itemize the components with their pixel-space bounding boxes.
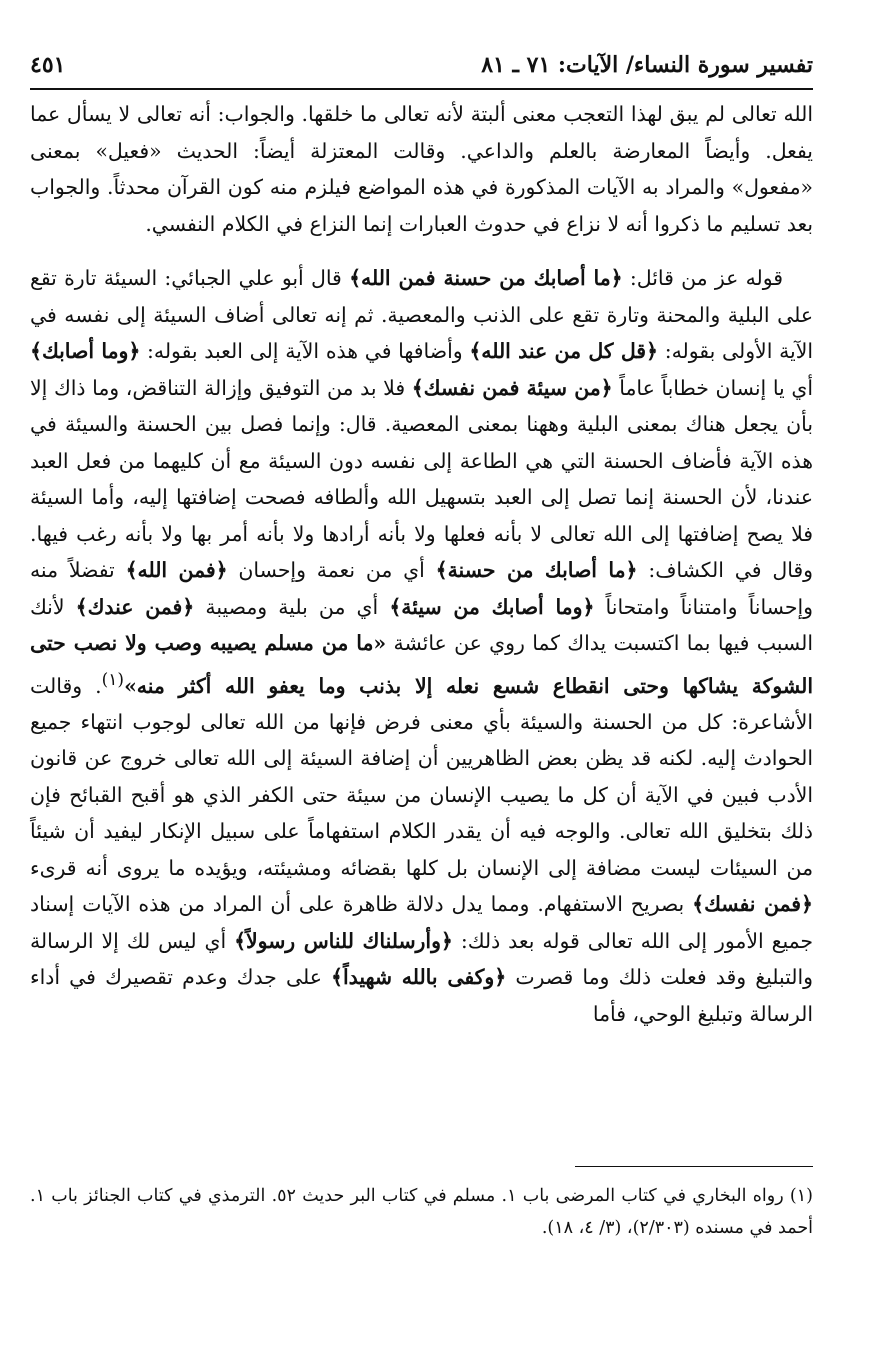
text-run: على جدك وعدم تقصيرك في أداء الرسالة وتبليغ الوحي، فأما [30,965,813,1026]
quran-quote: ﴿وأرسلناك للناس رسولاً﴾ [234,928,453,953]
quran-quote: ﴿من سيئة فمن نفسك﴾ [411,375,613,400]
text-run: تفضلاً منه وإحساناً وامتناناً وامتحاناً [30,558,813,619]
paragraph-1: الله تعالى لم يبق لهذا التعجب معنى ألبتة لأنه تعالى ما خلقها. والجواب: أنه تعالى لا يسأل عما يفعل. وأيضاً المعارضة بالعلم والداعي. وقالت المعتزلة أيضاً: الحديث «فعيل» بمعنى «مفعول» والمراد به الآيات المذكورة في هذه المواضع فيلزم منه كون القرآن محدثاً. والجواب بعد تسليم ما ذكروا أنه لا نزاع في حدوث العبارات إنما النزاع في الكلام النفسي. [30,102,813,236]
text-run: أي من بلية ومصيبة [194,594,390,619]
hadith-quote: «ما من مسلم يصيبه وصب ولا نصب حتى الشوكة يشاكها وحتى انقطاع شسع نعله إلا بذنب وما يعفو الله أكثر منه» [30,631,813,698]
paragraph-2 [30,260,813,1032]
text-run: بصريح الاستفهام. ومما يدل دلالة ظاهرة على أن المراد من هذه الآيات إسناد جميع الأمور إلى الله تعالى قوله بعد ذلك: [30,892,813,953]
quran-quote: ﴿وما أصابك من سيئة﴾ [389,594,595,619]
quran-quote: ﴿ما أصابك من حسنة﴾ [435,558,638,582]
quran-quote: ﴿فمن نفسك﴾ [692,892,814,917]
header-rule [30,88,813,90]
quran-quote: ﴿وما أصابك﴾ [30,339,141,363]
footnote-rule [575,1166,813,1167]
footnote: (١) رواه البخاري في كتاب المرضى باب ١. مسلم في كتاب البر حديث ٥٢. الترمذي في كتاب الجنائز باب ١. أحمد في مسنده (٢/٣٠٣)، (٣/ ٤، ١٨). [30,1186,813,1238]
quran-quote: ﴿ما أصابك من حسنة فمن الله﴾ [349,266,623,290]
main-text [30,96,813,1032]
text-run: أي يا إنسان خطاباً عاماً [612,375,813,400]
text-run: لأنك السبب فيها بما اكتسبت يداك كما روي عن عائشة [30,594,813,655]
quran-quote: ﴿فمن الله﴾ [125,558,228,582]
page-header [30,44,813,84]
text-run: . وقالت الأشاعرة: كل من الحسنة والسيئة بأي معنى فرض فإنها من الله تعالى لوجوب انتهاء جميع الحوادث إليه. لكنه قد يظن بعض الظاهريين أن إضافة السيئة إلى الله تعالى خروج عن قانون الأدب فبين في الآية أن كل ما يصيب الإنسان من سيئة حتى الكفر الذي هو أقبح القبائح فإن ذلك بتخليق الله تعالى. والوجه فيه أن يقدر الكلام استفهاماً على سبيل الإنكار ليفيد أن شيئاً من السيئات ليست مضافة إلى الإنسان بل كلها بقضائه ومشيئته، ويؤيده ما يروى أنه قرىء [30,673,813,880]
text-run: أي ليس لك إلا الرسالة والتبليغ وقد فعلت ذلك وما قصرت [30,928,814,990]
page-number: ٤٥١ [30,52,66,78]
text-run: أي من نعمة وإحسان [227,558,436,582]
text-run: قال أبو علي الجبائي: السيئة تارة تقع على البلية والمحنة وتارة تقع على الذنب والمعصية. ثم إنه تعالى أضاف السيئة إلى نفسه في الآية الأولى بقوله: [30,266,813,363]
quran-quote: ﴿قل كل من عند الله﴾ [469,339,658,363]
text-run: قوله عز من قائل: [622,266,783,290]
running-title: تفسير سورة النساء/ الآيات: ٧١ ـ ٨١ [481,52,813,78]
quran-quote: ﴿فمن عندك﴾ [75,594,195,619]
text-run: وأضافها في هذه الآية إلى العبد بقوله: [140,339,470,363]
text-run: فلا بد من التوفيق وإزالة التناقض، وما ذاك إلا بأن يجعل هناك بمعنى البلية وههنا بمعنى المعصية. قال: وإنما فصل بين الحسنة والسيئة في هذه الآية فأضاف الحسنة التي هي الطاعة إلى نفسه دون السيئة مع أن كليهما من فعل العبد عندنا، لأن الحسنة إنما تصل إلى العبد بتسهيل الله وألطافه فصحت إضافتها إليه، وأما السيئة فلا يصح إضافتها إلى الله تعالى لا بأنه فعلها ولا بأنه أرادها ولا بأنه أمر بها ولا بأنه رغب فيها. وقال في الكشاف: [30,375,814,582]
quran-quote: ﴿وكفى بالله شهيداً﴾ [331,965,507,990]
footnote-reference[interactable]: (١) [101,669,125,690]
